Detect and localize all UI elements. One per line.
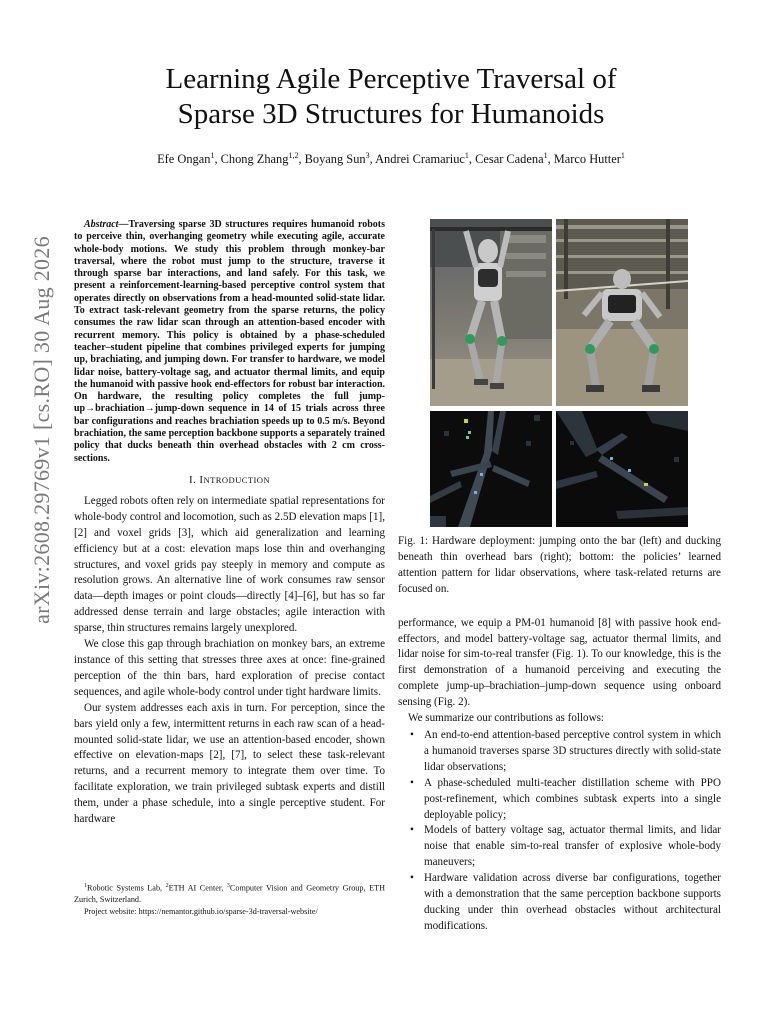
abstract-body: —Traversing sparse 3D structures requires humanoid robots to perceive thin, overhanging geometry while executing agile, accurate whole-body motions. We study this problem through monkey-bar traversal, where the robot must jump to the structure, traverse it through sparse bar interactions, and land safely. For this task, we present a reinforcement-learning-based perceptive control system that operates directly on observations from a head-mounted solid-state lidar. To extract task-relevant geometry from the sparse returns, the policy consumes the raw lidar scan through an attention-based encoder with recurrent memory. This policy is obtained by a phase-scheduled teacher–student pipeline that combines privileged experts for jumping up, brachiating, and jumping down. For transfer to hardware, we model lidar noise, battery-voltage sag, and actuator thermal limits, and equip the humanoid with passive hook end-effectors for robust bar interaction. On hardware, the resulting policy completes the full jump-up→brachiation→jump-down sequence in 14 of 15 trials across three bar configurations and reaches brachiation speeds up to 0.5 m/s. Beyond brachiation, the same perception backbone supports a separately trained policy that ducks beneath thin overhead obstacles with 2 cm cross-sections. [74, 219, 385, 464]
title-line-2: Sparse 3D Structures for Humanoids [177, 98, 605, 130]
author-affiliation: 1 [210, 151, 215, 160]
list-item [398, 776, 721, 824]
list-item-text: Hardware validation across diverse bar configurations, together with a demonstration that the same perception backbone supports ducking under thin overhead obstacles without architectural modifications. [424, 872, 721, 932]
body-paragraph: performance, we equip a PM-01 humanoid [8] with passive hook end-effectors, and model battery-voltage sag, actuator thermal limits, and lidar noise for sim-to-real transfer (Fig. 1). To our knowledge, this is the first demonstration of a humanoid perceiving and executing the complete jump-up–brachiation–jump-down sequence using onboard sensing (Fig. 2). [398, 616, 721, 709]
attention-map-jumping [430, 411, 552, 527]
list-item [398, 871, 721, 935]
author-affiliation: 1 [620, 151, 625, 160]
affiliation-marker: 1 [84, 883, 87, 889]
author-name: Efe Ongan [157, 152, 211, 167]
paper-title [90, 62, 692, 132]
affiliation-marker: 3 [226, 883, 230, 889]
list-item [398, 823, 721, 871]
bullet: • [410, 776, 414, 789]
intro-paragraph: We close this gap through brachiation on monkey bars, an extreme instance of this setting that stresses three axes at once: fine-grained perception of the thin bars, hard exploration of precise contact sequences, and agile whole-body control under tight hardware limits. [74, 638, 385, 698]
affiliation-marker: 2 [165, 883, 169, 889]
list-item-text: A phase-scheduled multi-teacher distillation scheme with PPO post-refinement, which combines subtask experts into a single deployable policy; [424, 776, 721, 821]
attention-map-ducking [556, 411, 688, 527]
intro-paragraph: Legged robots often rely on intermediate spatial representations for whole-body control and locomotion, such as 2.5D elevation maps [1], [2] and voxel grids [3], which aid generalization and learning efficiency but at a cost: elevation maps lose thin and overhanging structures, and voxel grids pay steeply in memory and compute as resolution grows. An alternative line of work consumes raw sensor data—depth images or point clouds—directly [4]–[6], but has so far addressed dense terrain and large obstacles; agile interaction with sparse, thin structures remains largely unexplored. [74, 494, 385, 635]
body-paragraph: We summarize our contributions as follows: [408, 712, 604, 725]
title-line-1: Learning Agile Perceptive Traversal of [165, 63, 617, 95]
footnote-affiliations [74, 881, 385, 906]
contributions-list [398, 728, 721, 935]
footnote-website: Project website: https://nemantor.github.io/sparse-3d-traversal-website/ [84, 906, 318, 916]
list-item-text: An end-to-end attention-based perceptive control system in which a humanoid traverses sparse 3D structures directly with solid-state lidar observations; [424, 728, 721, 773]
photo-jumping-onto-bar [430, 219, 552, 406]
bullet: • [410, 872, 414, 885]
affiliation-text: Computer Vision and Geometry Group, ETH Zurich, Switzerland. [74, 883, 385, 905]
footnotes [74, 881, 385, 917]
intro-paragraph: Our system addresses each axis in turn. For perception, since the bars yield only a few, intermittent returns in each raw scan of a head-mounted solid-state lidar, we use an attention-based encoder, shown effective on elevation-maps [2], [7], to select these task-relevant returns, and a recurrent memory to integrate them over time. To facilitate exploration, we train privileged subtask experts and distill them, under a phase schedule, into a single perceptive student. For hardware [74, 701, 385, 826]
list-item-text: Models of battery voltage sag, actuator thermal limits, and lidar noise that enable sim-to-real transfer of explosive whole-body maneuvers; [424, 824, 721, 869]
affiliation-text: Robotic Systems Lab, [87, 883, 166, 893]
author-affiliation: 3 [365, 151, 370, 160]
abstract [74, 219, 385, 465]
author-affiliation: 1 [464, 151, 469, 160]
photo-ducking-under-bars [556, 219, 688, 406]
figure-1 [430, 219, 688, 527]
author-name: Marco Hutter [553, 152, 621, 167]
figure-caption: Fig. 1: Hardware deployment: jumping onto the bar (left) and ducking beneath thin overhead bars (right); bottom: the policies’ learned attention pattern for lidar observations, where task-related returns are focused on. [398, 535, 721, 595]
bullet: • [410, 728, 414, 741]
author-name: Boyang Sun [304, 152, 366, 167]
author-name: Chong Zhang [220, 152, 289, 167]
arxiv-identifier-text: arXiv:2608.29769v1 [cs.RO] 30 Aug 2026 [29, 236, 55, 624]
author-affiliation: 1,2 [288, 151, 299, 160]
author-affiliation: 1 [543, 151, 548, 160]
author-name: Andrei Cramariuc [375, 152, 465, 167]
bullet: • [410, 824, 414, 837]
list-item [398, 728, 721, 776]
affiliation-text: ETH AI Center, [168, 883, 227, 893]
abstract-lead: Abstract [84, 219, 119, 230]
author-list: Efe Ongan$^1$, Chong Zhang$^{1,2}$, Boyang Sun$^3$, Andrei Cramariuc$^1$, Cesar Cadena$^1$, Marco Hutter$^1$ [157, 151, 625, 167]
section-title-rest: NTRODUCTION [203, 474, 270, 485]
section-number: I. [189, 473, 200, 486]
section-title-initial: I [199, 473, 204, 486]
right-column [398, 534, 721, 935]
section-heading-introduction [74, 474, 385, 486]
author-name: Cesar Cadena [475, 152, 544, 167]
left-column [74, 219, 385, 828]
arxiv-identifier [29, 236, 55, 624]
